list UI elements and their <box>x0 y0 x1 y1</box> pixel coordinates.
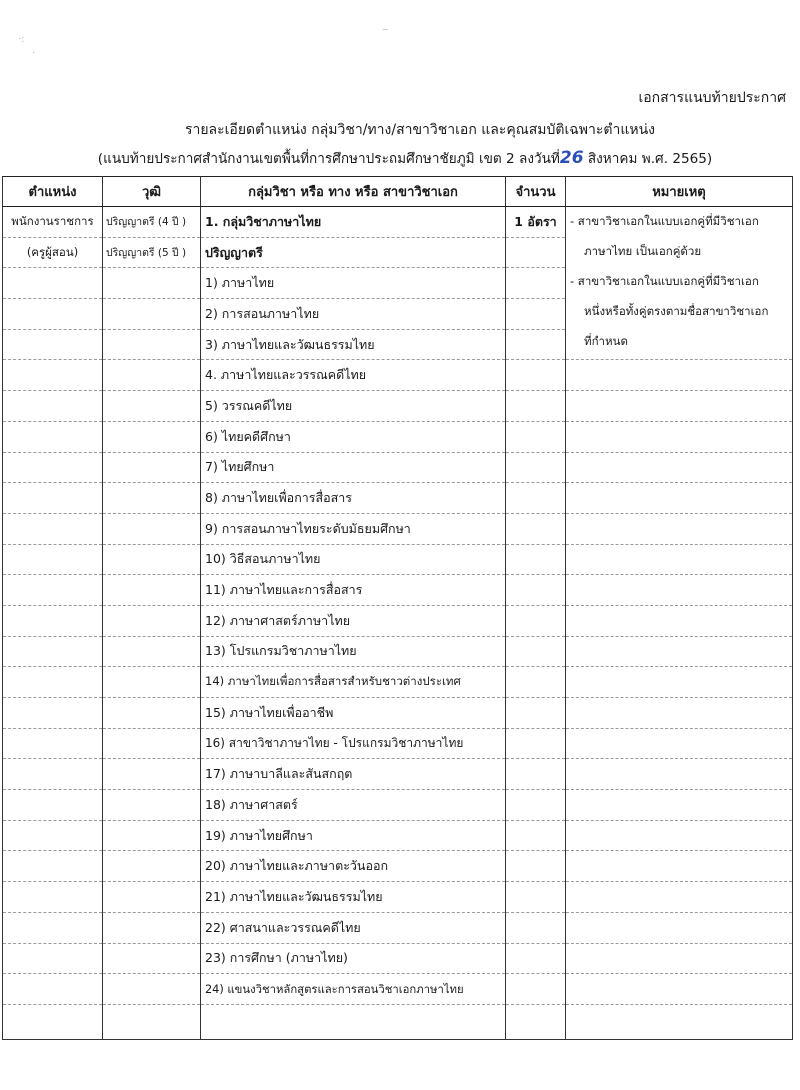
subject-cell: 8) ภาษาไทยเพื่อการสื่อสาร <box>201 483 506 514</box>
position-table <box>2 176 793 1040</box>
table-row <box>3 544 793 575</box>
table-row <box>3 513 793 544</box>
header-remark: หมายเหตุ <box>566 177 793 207</box>
remark-line: หนึ่งหรือทั้งคู่ตรงตามชื่อสาขาวิชาเอก <box>584 304 769 318</box>
document-label: เอกสารแนบท้ายประกาศ <box>638 90 786 106</box>
count-cell <box>506 237 566 268</box>
table-row <box>3 759 793 790</box>
subject-cell: 23) การศึกษา (ภาษาไทย) <box>201 943 506 974</box>
table-row <box>3 391 793 422</box>
subject-group-cell: 1. กลุ่มวิชาภาษาไทย <box>201 207 506 238</box>
header-subject: กลุ่มวิชา หรือ ทาง หรือ สาขาวิชาเอก <box>201 177 506 207</box>
subtitle-suffix: สิงหาคม พ.ศ. 2565) <box>587 151 713 167</box>
table-row <box>3 575 793 606</box>
header-count: จำนวน <box>506 177 566 207</box>
table-row <box>3 882 793 913</box>
count-cell: 1 อัตรา <box>506 207 566 238</box>
document-title: รายละเอียดตำแหน่ง กลุ่มวิชา/ทาง/สาขาวิชาเอก และคุณสมบัติเฉพาะตำแหน่ง <box>184 122 656 138</box>
subject-cell: 10) วิธีสอนภาษาไทย <box>201 544 506 575</box>
table-row <box>3 728 793 759</box>
subject-cell: 7) ไทยศึกษา <box>201 452 506 483</box>
table-row <box>3 421 793 452</box>
qualification-cell: ปริญญาตรี (5 ปี ) <box>103 237 201 268</box>
subject-cell: 14) ภาษาไทยเพื่อการสื่อสารสำหรับชาวต่างประเทศ <box>201 667 506 698</box>
subject-cell: 16) สาขาวิชาภาษาไทย - โปรแกรมวิชาภาษาไทย <box>201 728 506 759</box>
table-header-row <box>3 177 793 207</box>
degree-heading-cell: ปริญญาตรี <box>201 237 506 268</box>
subject-cell: 18) ภาษาศาสตร์ <box>201 790 506 821</box>
qualification-cell: ปริญญาตรี (4 ปี ) <box>103 207 201 238</box>
header-qualification: วุฒิ <box>103 177 201 207</box>
subject-cell: 1) ภาษาไทย <box>201 268 506 299</box>
handwritten-date: 26 <box>559 148 584 168</box>
table-row <box>3 912 793 943</box>
subtitle-prefix: (แนบท้ายประกาศสำนักงานเขตพื้นที่การศึกษาประถมศึกษาชัยภูมิ เขต 2 ลงวันที่ <box>97 151 560 167</box>
subject-cell: 20) ภาษาไทยและภาษาตะวันออก <box>201 851 506 882</box>
subject-cell: 21) ภาษาไทยและวัฒนธรรมไทย <box>201 882 506 913</box>
subject-cell: 13) โปรแกรมวิชาภาษาไทย <box>201 636 506 667</box>
table-row <box>3 667 793 698</box>
remark-line: - สาขาวิชาเอกในแบบเอกคู่ที่มีวิชาเอก <box>570 214 759 228</box>
table-row <box>3 974 793 1005</box>
position-cell: พนักงานราชการ <box>3 207 103 238</box>
scan-speck: ·: <box>18 34 25 45</box>
remark-cell <box>566 207 793 360</box>
subject-cell: 12) ภาษาศาสตร์ภาษาไทย <box>201 605 506 636</box>
subject-cell: 4. ภาษาไทยและวรรณคดีไทย <box>201 360 506 391</box>
remark-line: ที่กำหนด <box>584 334 628 348</box>
table-row <box>3 698 793 729</box>
table-row <box>3 452 793 483</box>
scan-speck: ‒ <box>382 24 389 35</box>
subject-cell: 22) ศาสนาและวรรณคดีไทย <box>201 912 506 943</box>
table-row <box>3 943 793 974</box>
subject-cell: 5) วรรณคดีไทย <box>201 391 506 422</box>
subject-cell: 9) การสอนภาษาไทยระดับมัธยมศึกษา <box>201 513 506 544</box>
table-row <box>3 207 793 238</box>
table-row <box>3 605 793 636</box>
table-row <box>3 483 793 514</box>
scan-speck: · <box>32 48 36 59</box>
table-row <box>3 851 793 882</box>
table-row <box>3 360 793 391</box>
subject-cell: 11) ภาษาไทยและการสื่อสาร <box>201 575 506 606</box>
subject-cell: 19) ภาษาไทยศึกษา <box>201 820 506 851</box>
subject-cell: 24) แขนงวิชาหลักสูตรและการสอนวิชาเอกภาษาไทย <box>201 974 506 1005</box>
remark-line: ภาษาไทย เป็นเอกคู่ด้วย <box>584 244 702 258</box>
subject-cell: 17) ภาษาบาลีและสันสกฤต <box>201 759 506 790</box>
position-cell: (ครูผู้สอน) <box>3 237 103 268</box>
subject-cell: 3) ภาษาไทยและวัฒนธรรมไทย <box>201 329 506 360</box>
subject-cell: 6) ไทยคดีศึกษา <box>201 421 506 452</box>
subject-cell: 15) ภาษาไทยเพื่ออาชีพ <box>201 698 506 729</box>
table-row <box>3 636 793 667</box>
header-position: ตำแหน่ง <box>3 177 103 207</box>
table-row <box>3 820 793 851</box>
table-row <box>3 790 793 821</box>
table-row <box>3 1004 793 1039</box>
subject-cell: 2) การสอนภาษาไทย <box>201 299 506 330</box>
document-subtitle <box>0 148 800 169</box>
remark-line: - สาขาวิชาเอกในแบบเอกคู่ที่มีวิชาเอก <box>570 274 759 288</box>
